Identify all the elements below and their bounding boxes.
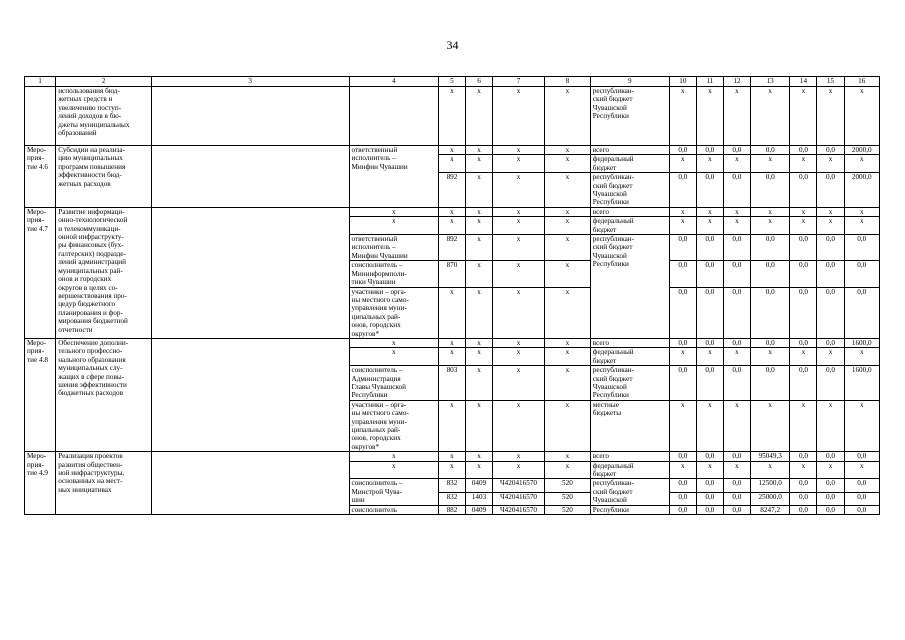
header-cell: 5: [438, 77, 465, 87]
source-cell: федеральный бюджет: [590, 461, 669, 479]
value-cell: х: [790, 207, 817, 216]
value-cell: х: [438, 348, 465, 366]
value-cell: х: [349, 461, 438, 479]
value-cell: х: [545, 155, 591, 173]
value-cell: 12500,0: [750, 479, 790, 492]
value-cell: 0,0: [817, 492, 844, 505]
value-cell: 0,0: [723, 173, 750, 208]
value-cell: 0,0: [696, 492, 723, 505]
value-cell: 0,0: [723, 492, 750, 505]
value-cell: х: [493, 235, 545, 261]
source-cell: федеральный бюджет: [590, 155, 669, 173]
value-cell: 0,0: [723, 287, 750, 338]
value-cell: х: [465, 461, 492, 479]
goal-cell: [151, 87, 349, 146]
m47-row: [25, 207, 880, 216]
value-cell: 0,0: [669, 173, 696, 208]
executor-cell: соисполнитель: [349, 505, 438, 514]
value-cell: 0409: [465, 479, 492, 492]
value-cell: 1600,0: [844, 366, 880, 401]
value-cell: 882: [438, 505, 465, 514]
value-cell: 0,0: [750, 146, 790, 155]
value-cell: х: [545, 452, 591, 461]
header-cell: 3: [151, 77, 349, 87]
value-cell: 0,0: [844, 261, 880, 287]
value-cell: 2000,0: [844, 146, 880, 155]
value-cell: 0,0: [669, 366, 696, 401]
value-cell: х: [669, 217, 696, 235]
source-cell: республикан- ский бюджет Чувашской Республики: [590, 173, 669, 208]
source-cell: республикан- ский бюджет Чувашской Республики: [590, 87, 669, 146]
value-cell: х: [790, 348, 817, 366]
value-cell: х: [438, 287, 465, 338]
value-cell: х: [844, 207, 880, 216]
value-cell: 0,0: [696, 452, 723, 461]
value-cell: 520: [545, 492, 591, 505]
value-cell: 0,0: [790, 338, 817, 347]
value-cell: 0,0: [790, 492, 817, 505]
value-cell: х: [723, 87, 750, 146]
value-cell: х: [790, 217, 817, 235]
value-cell: 0,0: [790, 479, 817, 492]
source-cell: местные бюджеты: [590, 400, 669, 451]
budget-table: [24, 76, 880, 515]
source-cell: федеральный бюджет: [590, 348, 669, 366]
value-cell: х: [723, 155, 750, 173]
value-cell: 0,0: [696, 173, 723, 208]
value-cell: х: [844, 348, 880, 366]
value-cell: х: [493, 452, 545, 461]
value-cell: х: [493, 366, 545, 401]
value-cell: 1600,0: [844, 338, 880, 347]
value-cell: х: [493, 207, 545, 216]
value-cell: х: [438, 400, 465, 451]
value-cell: 0,0: [844, 452, 880, 461]
value-cell: Ч420416570: [493, 492, 545, 505]
executor-cell: соисполнитель – Минстрой Чува- шии: [349, 479, 438, 505]
value-cell: х: [723, 400, 750, 451]
value-cell: х: [790, 155, 817, 173]
goal-cell: [151, 452, 349, 515]
value-cell: Ч420416570: [493, 479, 545, 492]
value-cell: х: [817, 217, 844, 235]
value-cell: 0,0: [723, 452, 750, 461]
goal-cell: [151, 207, 349, 338]
value-cell: х: [349, 217, 438, 235]
value-cell: 0,0: [817, 505, 844, 514]
value-cell: 0,0: [817, 146, 844, 155]
value-cell: 8247,2: [750, 505, 790, 514]
value-cell: х: [465, 146, 492, 155]
m48-row: [25, 338, 880, 347]
value-cell: х: [438, 452, 465, 461]
value-cell: 0,0: [790, 505, 817, 514]
value-cell: х: [465, 400, 492, 451]
value-cell: х: [465, 173, 492, 208]
header-cell: 11: [696, 77, 723, 87]
value-cell: х: [545, 207, 591, 216]
description-cell: Развитие информаци- онно-технологической и телекоммуникаци- онной инфраструкту- ры финансовых (бух- галтерских) подразде- лений администраций муниципальных рай- онов и городских округов в целях со- вершенствования про- цедур бюджетного планирования и фор- мирования бюджетной отчетности: [56, 207, 152, 338]
value-cell: х: [696, 207, 723, 216]
goal-cell: [151, 146, 349, 208]
value-cell: 0,0: [790, 235, 817, 261]
value-cell: 0,0: [790, 261, 817, 287]
value-cell: х: [465, 261, 492, 287]
value-cell: х: [723, 207, 750, 216]
value-cell: 2000,0: [844, 173, 880, 208]
value-cell: х: [438, 207, 465, 216]
value-cell: 0,0: [790, 366, 817, 401]
value-cell: х: [349, 207, 438, 216]
source-cell: всего: [590, 146, 669, 155]
code-cell: Меро- прия- тие 4.9: [25, 452, 56, 515]
value-cell: х: [545, 338, 591, 347]
value-cell: х: [465, 452, 492, 461]
value-cell: х: [349, 338, 438, 347]
value-cell: 0,0: [696, 479, 723, 492]
value-cell: х: [750, 348, 790, 366]
value-cell: 0,0: [696, 261, 723, 287]
value-cell: х: [669, 461, 696, 479]
header-cell: 6: [465, 77, 492, 87]
value-cell: 0,0: [817, 338, 844, 347]
header-cell: 1: [25, 77, 56, 87]
value-cell: х: [349, 348, 438, 366]
value-cell: 0,0: [750, 235, 790, 261]
executor-cell: участники – орга- ны местного само- управления муни- ципальных рай- онов, городских округов*: [349, 287, 438, 338]
value-cell: 832: [438, 492, 465, 505]
value-cell: х: [465, 348, 492, 366]
value-cell: 0,0: [669, 452, 696, 461]
value-cell: 892: [438, 235, 465, 261]
value-cell: х: [545, 146, 591, 155]
executor-cell: ответственный исполнитель – Минфин Чувашии: [349, 146, 438, 208]
header-cell: 8: [545, 77, 591, 87]
executor-cell: соисполнитель – Мининформполи- тики Чувашии: [349, 261, 438, 287]
value-cell: х: [817, 461, 844, 479]
value-cell: 0,0: [696, 366, 723, 401]
value-cell: 0,0: [844, 479, 880, 492]
value-cell: 0,0: [696, 505, 723, 514]
value-cell: х: [750, 400, 790, 451]
value-cell: х: [723, 348, 750, 366]
value-cell: х: [545, 348, 591, 366]
value-cell: х: [696, 400, 723, 451]
value-cell: х: [493, 348, 545, 366]
value-cell: х: [493, 146, 545, 155]
header-cell: 10: [669, 77, 696, 87]
value-cell: 0,0: [817, 173, 844, 208]
value-cell: 520: [545, 505, 591, 514]
value-cell: 0,0: [723, 235, 750, 261]
value-cell: х: [545, 366, 591, 401]
header-cell: 16: [844, 77, 880, 87]
value-cell: 0,0: [723, 338, 750, 347]
description-cell: Реализация проектов развития обществен- ной инфраструктуры, основанных на мест- ных инициативах: [56, 452, 152, 515]
value-cell: х: [465, 155, 492, 173]
m49-row: [25, 452, 880, 461]
value-cell: х: [817, 348, 844, 366]
value-cell: х: [493, 87, 545, 146]
value-cell: х: [493, 173, 545, 208]
value-cell: 25000,0: [750, 492, 790, 505]
value-cell: 0,0: [669, 146, 696, 155]
value-cell: х: [493, 261, 545, 287]
value-cell: х: [696, 217, 723, 235]
value-cell: х: [493, 338, 545, 347]
value-cell: 520: [545, 479, 591, 492]
value-cell: х: [465, 87, 492, 146]
value-cell: 0,0: [669, 261, 696, 287]
source-cell: всего: [590, 338, 669, 347]
value-cell: 0,0: [750, 173, 790, 208]
value-cell: х: [844, 87, 880, 146]
source-cell: федеральный бюджет: [590, 217, 669, 235]
value-cell: х: [465, 207, 492, 216]
value-cell: х: [438, 155, 465, 173]
header-row: [25, 77, 880, 87]
source-cell: республикан- ский бюджет Чувашской: [590, 479, 669, 505]
value-cell: х: [545, 173, 591, 208]
value-cell: 0,0: [669, 338, 696, 347]
source-cell: республикан- ский бюджет Чувашской Республики: [590, 235, 669, 339]
value-cell: х: [465, 338, 492, 347]
value-cell: х: [844, 400, 880, 451]
value-cell: х: [545, 261, 591, 287]
value-cell: 892: [438, 173, 465, 208]
value-cell: х: [844, 155, 880, 173]
executor-cell: соисполнитель – Администрация Главы Чувашской Республики: [349, 366, 438, 401]
value-cell: 0,0: [669, 235, 696, 261]
value-cell: х: [844, 217, 880, 235]
value-cell: 0,0: [696, 287, 723, 338]
value-cell: 803: [438, 366, 465, 401]
value-cell: 0,0: [844, 505, 880, 514]
source-cell: Республики: [590, 505, 669, 514]
value-cell: х: [545, 461, 591, 479]
header-cell: 4: [349, 77, 438, 87]
description-cell: использования бюд- жетных средств и увеличению поступ- лений доходов в бю- джеты муниципальных образований: [56, 87, 152, 146]
value-cell: х: [669, 348, 696, 366]
value-cell: х: [750, 155, 790, 173]
value-cell: 0,0: [817, 452, 844, 461]
value-cell: 0,0: [790, 452, 817, 461]
value-cell: х: [493, 461, 545, 479]
description-cell: Субсидии на реализа- цию муниципальных программ повышения эффективности бюд- жетных расходов: [56, 146, 152, 208]
value-cell: х: [669, 400, 696, 451]
m46-row: [25, 146, 880, 155]
value-cell: х: [438, 146, 465, 155]
executor-cell: участники – орга- ны местного само- управления муни- ципальных рай- онов, городских округов*: [349, 400, 438, 451]
value-cell: х: [696, 87, 723, 146]
value-cell: 832: [438, 479, 465, 492]
description-cell: Обеспечение дополни- тельного профессио- нального образования муниципальных слу- жащих в сфере повы- шения эффективности бюджетных расходов: [56, 338, 152, 451]
value-cell: 0,0: [790, 146, 817, 155]
source-cell: всего: [590, 207, 669, 216]
value-cell: х: [696, 461, 723, 479]
value-cell: х: [669, 207, 696, 216]
value-cell: х: [817, 207, 844, 216]
value-cell: х: [750, 217, 790, 235]
value-cell: х: [723, 217, 750, 235]
value-cell: х: [493, 287, 545, 338]
value-cell: х: [545, 235, 591, 261]
value-cell: 0,0: [790, 173, 817, 208]
value-cell: 0,0: [723, 261, 750, 287]
executor-cell: ответственный исполнитель – Минфин Чувашии: [349, 235, 438, 261]
value-cell: х: [696, 348, 723, 366]
code-cell: Меро- прия- тие 4.8: [25, 338, 56, 451]
code-cell: Меро- прия- тие 4.7: [25, 207, 56, 338]
value-cell: х: [465, 366, 492, 401]
value-cell: х: [545, 287, 591, 338]
value-cell: 0,0: [817, 366, 844, 401]
value-cell: 0,0: [750, 366, 790, 401]
value-cell: х: [844, 461, 880, 479]
value-cell: 0,0: [844, 287, 880, 338]
value-cell: х: [438, 217, 465, 235]
source-cell: всего: [590, 452, 669, 461]
value-cell: х: [723, 461, 750, 479]
header-cell: 13: [750, 77, 790, 87]
value-cell: х: [438, 87, 465, 146]
value-cell: 0,0: [696, 146, 723, 155]
value-cell: 0,0: [750, 287, 790, 338]
value-cell: х: [750, 207, 790, 216]
header-cell: 12: [723, 77, 750, 87]
value-cell: 0,0: [723, 366, 750, 401]
code-cell: [25, 87, 56, 146]
value-cell: х: [750, 87, 790, 146]
value-cell: х: [493, 400, 545, 451]
continuation-row: [25, 87, 880, 146]
header-cell: 15: [817, 77, 844, 87]
value-cell: 0,0: [844, 492, 880, 505]
value-cell: х: [669, 87, 696, 146]
code-cell: Меро- прия- тие 4.6: [25, 146, 56, 208]
value-cell: 0,0: [669, 492, 696, 505]
value-cell: 0,0: [669, 505, 696, 514]
value-cell: х: [696, 155, 723, 173]
value-cell: 0,0: [817, 261, 844, 287]
page-number: 34: [446, 38, 459, 52]
value-cell: х: [493, 217, 545, 235]
value-cell: 0,0: [817, 235, 844, 261]
value-cell: х: [790, 87, 817, 146]
value-cell: Ч420416570: [493, 505, 545, 514]
header-cell: 7: [493, 77, 545, 87]
value-cell: х: [817, 155, 844, 173]
goal-cell: [151, 338, 349, 451]
value-cell: 0,0: [790, 287, 817, 338]
value-cell: х: [545, 400, 591, 451]
value-cell: х: [349, 452, 438, 461]
value-cell: х: [750, 461, 790, 479]
header-cell: 2: [56, 77, 152, 87]
source-cell: республикан- ский бюджет Чувашской Республики: [590, 366, 669, 401]
value-cell: 0,0: [817, 287, 844, 338]
value-cell: х: [545, 217, 591, 235]
value-cell: х: [545, 87, 591, 146]
header-cell: 9: [590, 77, 669, 87]
value-cell: 870: [438, 261, 465, 287]
executor-cell: [349, 87, 438, 146]
value-cell: х: [669, 155, 696, 173]
value-cell: 95049,3: [750, 452, 790, 461]
value-cell: 0,0: [844, 235, 880, 261]
value-cell: 0,0: [669, 287, 696, 338]
value-cell: х: [493, 155, 545, 173]
value-cell: х: [817, 400, 844, 451]
value-cell: х: [817, 87, 844, 146]
value-cell: 0,0: [750, 261, 790, 287]
value-cell: 0,0: [817, 479, 844, 492]
value-cell: х: [465, 235, 492, 261]
value-cell: 0,0: [696, 235, 723, 261]
value-cell: 0,0: [669, 479, 696, 492]
value-cell: х: [790, 400, 817, 451]
value-cell: х: [790, 461, 817, 479]
value-cell: 0,0: [696, 338, 723, 347]
header-cell: 14: [790, 77, 817, 87]
value-cell: 0,0: [723, 146, 750, 155]
value-cell: 1403: [465, 492, 492, 505]
value-cell: 0,0: [750, 338, 790, 347]
value-cell: х: [438, 338, 465, 347]
value-cell: 0,0: [723, 505, 750, 514]
value-cell: х: [465, 287, 492, 338]
value-cell: 0409: [465, 505, 492, 514]
value-cell: 0,0: [723, 479, 750, 492]
value-cell: х: [465, 217, 492, 235]
value-cell: х: [438, 461, 465, 479]
